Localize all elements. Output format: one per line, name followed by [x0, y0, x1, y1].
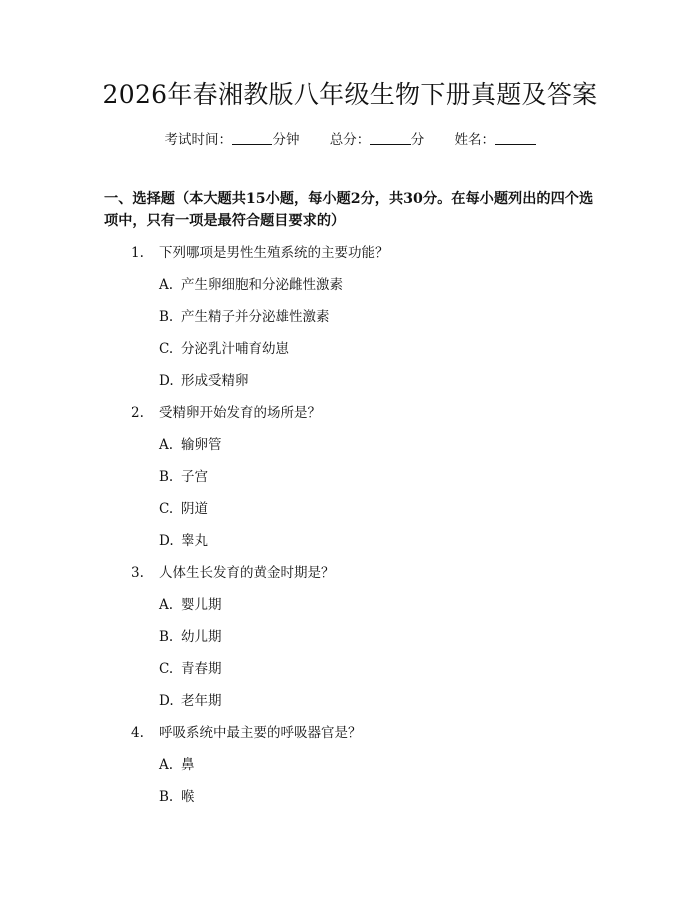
option-text: 婴儿期: [181, 597, 222, 613]
answer-option: [0, 754, 700, 776]
answer-option: [0, 690, 700, 712]
answer-option: [0, 530, 700, 552]
answer-option: [0, 434, 700, 456]
question-stem: [0, 722, 700, 744]
exam-time-blank: [232, 130, 273, 145]
question-number: 4.: [131, 725, 144, 741]
option-letter: C.: [159, 501, 174, 517]
answer-option: [0, 786, 700, 808]
question-stem: [0, 242, 700, 264]
option-letter: A.: [159, 277, 174, 293]
answer-option: [0, 370, 700, 392]
question-text: 下列哪项是男性生殖系统的主要功能？: [159, 245, 389, 261]
option-letter: B.: [159, 469, 174, 485]
question-text: 受精卵开始发育的场所是？: [159, 405, 321, 421]
option-text: 鼻: [181, 757, 195, 773]
name-label: 姓名：: [454, 132, 496, 148]
option-letter: D.: [159, 533, 174, 549]
option-text: 阴道: [181, 501, 208, 517]
question-item: [0, 402, 700, 552]
option-letter: B.: [159, 629, 174, 645]
question-text: 人体生长发育的黄金时期是？: [159, 565, 335, 581]
option-text: 青春期: [181, 661, 222, 677]
question-number: 1.: [131, 245, 144, 261]
option-letter: A.: [159, 437, 174, 453]
total-score-field: [330, 130, 425, 150]
option-letter: D.: [159, 693, 174, 709]
option-text: 输卵管: [181, 437, 222, 453]
answer-option: [0, 274, 700, 296]
option-letter: C.: [159, 341, 174, 357]
option-text: 产生卵细胞和分泌雌性激素: [181, 277, 343, 293]
answer-option: [0, 594, 700, 616]
exam-time-label: 考试时间：: [164, 132, 232, 148]
option-text: 老年期: [181, 693, 222, 709]
name-blank: [495, 130, 536, 145]
answer-option: [0, 338, 700, 360]
option-letter: B.: [159, 309, 174, 325]
option-letter: C.: [159, 661, 174, 677]
answer-option: [0, 306, 700, 328]
answer-option: [0, 626, 700, 648]
answer-option: [0, 466, 700, 488]
question-stem: [0, 562, 700, 584]
question-item: [0, 562, 700, 712]
option-text: 分泌乳汁哺育幼崽: [181, 341, 289, 357]
option-text: 子宫: [181, 469, 208, 485]
section-heading: 一、选择题（本大题共15小题，每小题2分，共30分。在每小题列出的四个选项中，只有一项是最符合题目要求的）: [104, 191, 594, 229]
question-number: 3.: [131, 565, 144, 581]
option-letter: A.: [159, 597, 174, 613]
question-item: [0, 722, 700, 808]
option-letter: A.: [159, 757, 174, 773]
question-item: [0, 242, 700, 392]
question-stem: [0, 402, 700, 424]
document-title: 2026年春湘教版八年级生物下册真题及答案: [102, 80, 598, 109]
question-text: 呼吸系统中最主要的呼吸器官是？: [159, 725, 362, 741]
exam-time-unit: 分钟: [272, 132, 300, 148]
name-field: [455, 130, 536, 150]
total-score-unit: 分: [410, 132, 425, 148]
option-text: 喉: [181, 789, 195, 805]
question-number: 2.: [131, 405, 144, 421]
option-text: 形成受精卵: [181, 373, 249, 389]
exam-info-line: [0, 130, 700, 150]
option-text: 幼儿期: [181, 629, 222, 645]
answer-option: [0, 498, 700, 520]
option-letter: B.: [159, 789, 174, 805]
total-score-blank: [370, 130, 411, 145]
option-text: 睾丸: [181, 533, 208, 549]
exam-time-field: [164, 130, 299, 150]
question-list: [0, 242, 700, 818]
answer-option: [0, 658, 700, 680]
option-letter: D.: [159, 373, 174, 389]
total-score-label: 总分：: [329, 132, 371, 148]
option-text: 产生精子并分泌雄性激素: [181, 309, 330, 325]
